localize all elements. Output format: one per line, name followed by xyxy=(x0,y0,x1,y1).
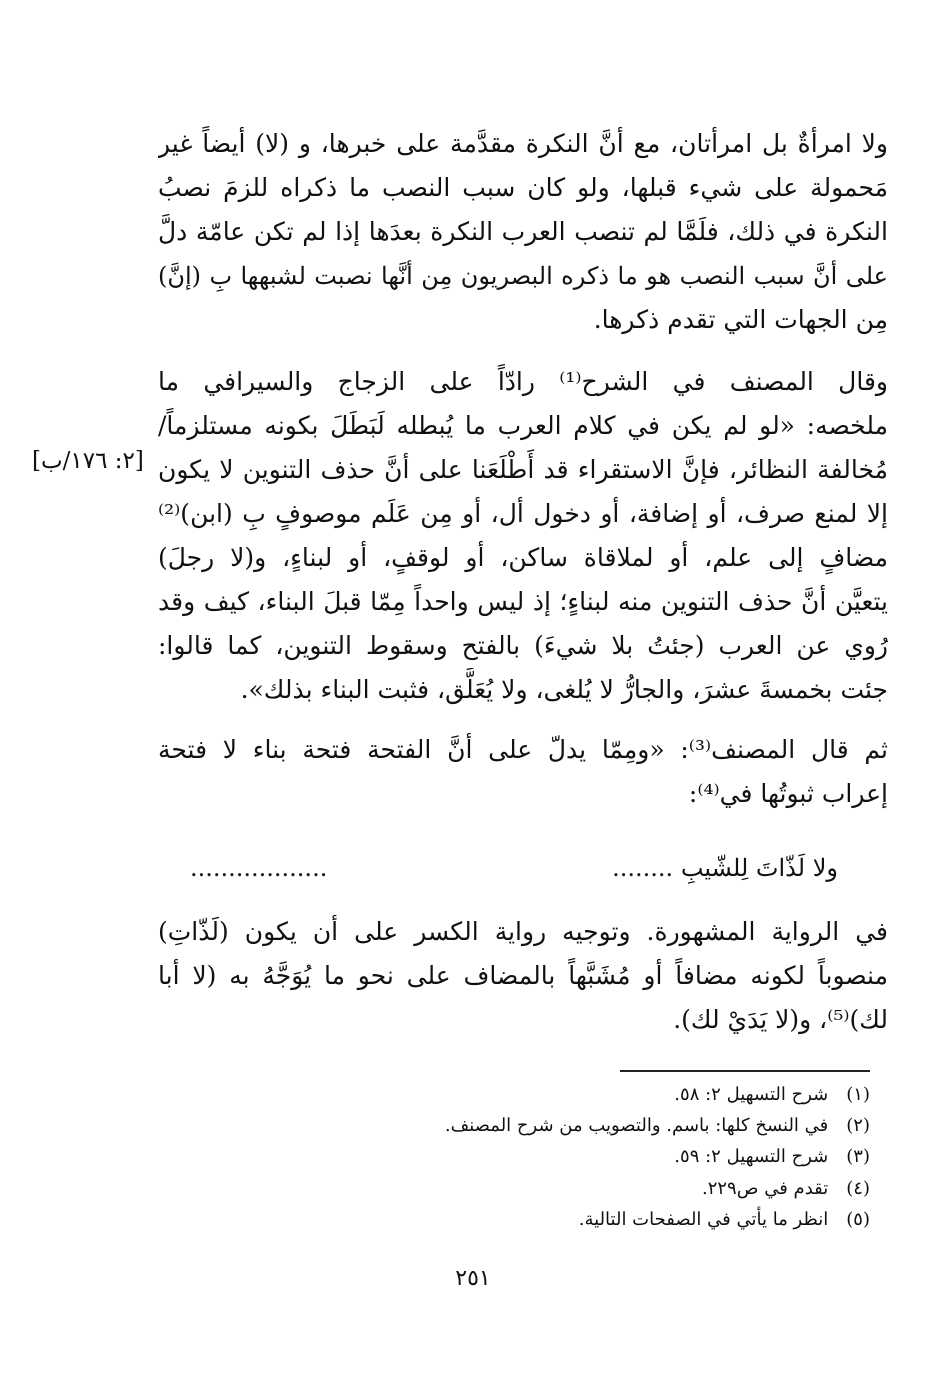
text-line: إلا لمنع صرف، أو إضافة، أو دخول أل، أو مِن عَلَم موصوفٍ بِ (ابن)⁽²⁾ xyxy=(158,499,888,528)
footnote-number: (٤) xyxy=(846,1178,870,1199)
footnote-text: شرح التسهيل ٢: ٥٨. xyxy=(674,1084,829,1105)
footnote-3 xyxy=(170,1142,870,1172)
footnote-text: انظر ما يأتي في الصفحات التالية. xyxy=(578,1209,829,1230)
footnote-4 xyxy=(170,1174,870,1204)
paragraph-1 xyxy=(158,122,888,342)
footnote-number: (١) xyxy=(846,1084,870,1105)
footnote-number: (٣) xyxy=(846,1146,870,1167)
footnote-1 xyxy=(170,1080,870,1110)
text-line: رُوي عن العرب (جئتُ بلا شيءَ) بالفتح وسقوط التنوين، كما قالوا: xyxy=(158,631,888,660)
text-line: في الرواية المشهورة. وتوجيه رواية الكسر على أن يكون (لَذّاتِ) xyxy=(158,917,888,946)
paragraph-2 xyxy=(158,360,888,712)
text-line: لك)⁽⁵⁾، و(لا يَدَيْ لك). xyxy=(673,1005,888,1034)
text-line: مِن الجهات التي تقدم ذكرها. xyxy=(593,305,888,334)
footnote-5 xyxy=(170,1205,870,1235)
text-line: مَحمولة على شيء قبلها، ولو كان سبب النصب ما ذكراه للزمَ نصبُ xyxy=(158,173,888,202)
text-line: يتعيَّن أنَّ حذف التنوين منه لبناءٍ؛ إذ ليس واحداً مِمّا قبلَ البناء، كيف وقد xyxy=(158,587,888,616)
text-line: ولا امرأةٌ بل امرأتان، مع أنَّ النكرة مقدَّمة على خبرها، و (لا) أيضاً غير xyxy=(158,129,888,158)
footnote-text: شرح التسهيل ٢: ٥٩. xyxy=(674,1146,829,1167)
text-line: جئت بخمسةَ عشرَ، والجارُّ لا يُلغى، ولا يُعَلَّق، فثبت البناء بذلك». xyxy=(240,675,888,704)
manuscript-folio-reference: [٢: ١٧٦/ب] xyxy=(32,448,144,474)
text-line: ملخصه: «لو لم يكن في كلام العرب ما يُبطله لَبَطَلَ بكونه مستلزماً/ xyxy=(158,411,888,440)
text-line: وقال المصنف في الشرح⁽¹⁾ رادّاً على الزجاج والسيرافي ما xyxy=(158,367,888,396)
paragraph-3 xyxy=(158,728,888,816)
verse-second-hemistich: ولا لَذّاتَ لِلشّيبِ ........ xyxy=(612,854,838,882)
text-line: إعراب ثبوتُها في⁽⁴⁾: xyxy=(688,779,888,808)
page-number: ٢٥١ xyxy=(455,1266,491,1291)
verse-first-hemistich-dots: .................. xyxy=(190,854,328,882)
footnote-separator xyxy=(620,1070,870,1072)
footnote-2 xyxy=(170,1111,870,1141)
text-line: على أنَّ سبب النصب هو ما ذكره البصريون مِن أنَّها نصبت لشبهها بِ (إنَّ) xyxy=(158,262,888,290)
footnote-text: في النسخ كلها: باسم. والتصويب من شرح المصنف. xyxy=(444,1115,829,1136)
text-line: مُخالفة النظائر، فإنَّ الاستقراء قد أَطْلَعَنا على أنَّ حذف التنوين لا يكون xyxy=(158,455,888,484)
text-line: منصوباً لكونه مضافاً أو مُشَبَّهاً بالمضاف على نحو ما يُوَجَّهُ به (لا أبا xyxy=(158,961,888,990)
paragraph-4 xyxy=(158,910,888,1042)
footnote-text: تقدم في ص٢٢٩. xyxy=(701,1178,829,1199)
text-line: ثم قال المصنف⁽³⁾: «ومِمّا يدلّ على أنَّ الفتحة فتحة بناء لا فتحة xyxy=(158,735,888,764)
footnote-number: (٢) xyxy=(846,1115,870,1136)
text-line: النكرة في ذلك، فلَمَّا لم تنصب العرب النكرة بعدَها إذا لم تكن عامّة دلَّ xyxy=(158,217,888,246)
footnote-number: (٥) xyxy=(846,1209,870,1230)
text-line: مضافٍ إلى علم، أو لملاقاة ساكن، أو لوقفٍ، أو لبناءٍ، و(لا رجلَ) xyxy=(158,543,888,572)
